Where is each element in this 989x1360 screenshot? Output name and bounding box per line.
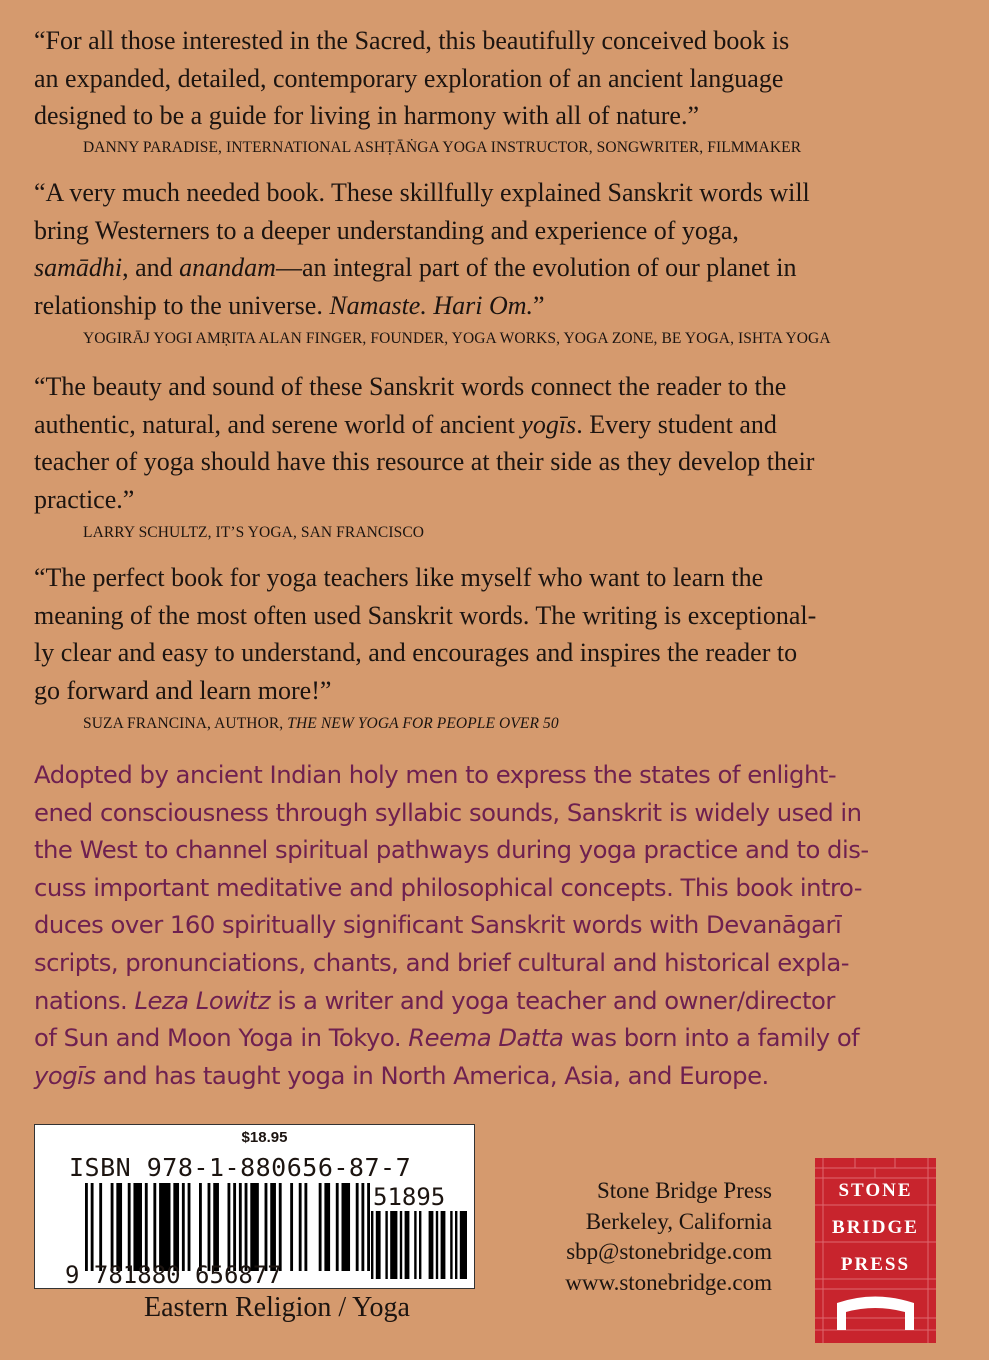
description-text: nations. [34, 985, 135, 1015]
attribution-text: SUZA FRANCINA, AUTHOR, [83, 715, 288, 732]
description-line: Adopted by ancient Indian holy men to express the states of enlight- [34, 760, 837, 789]
description-line: cuss important meditative and philosophical concepts. This book intro- [34, 872, 863, 902]
endorsement-quote-2 [34, 174, 810, 324]
description-line: ened consciousness through syllabic sounds, Sanskrit is widely used in [34, 797, 862, 827]
author-name: Leza Lowitz [134, 985, 271, 1015]
barcode-bar [208, 1183, 211, 1271]
barcode-bar [188, 1183, 191, 1271]
barcode-bar [390, 1211, 397, 1279]
description-text: was born into a family of [563, 1023, 860, 1053]
barcode-bar [91, 1183, 94, 1271]
quote-text: ” [533, 290, 545, 320]
price-addon-code: 51895 [373, 1183, 446, 1211]
barcode-bar [116, 1183, 122, 1271]
barcode-bar [400, 1211, 402, 1279]
quote-line: practice.” [34, 484, 135, 514]
publisher-location: Berkeley, California [585, 1208, 772, 1234]
barcode-bar [429, 1211, 434, 1279]
endorsement-attribution-1: DANNY PARADISE, INTERNATIONAL ASHṬĀṄGA YOGA INSTRUCTOR, SONGWRITER, FILMMAKER [83, 139, 802, 156]
author-name: Reema Datta [408, 1023, 564, 1053]
description-text: is a writer and yoga teacher and owner/director [270, 985, 835, 1015]
quote-line: ly clear and easy to understand, and encourages and inspires the reader to [34, 638, 798, 667]
quote-line: “The perfect book for yoga teachers like myself who want to learn the [34, 563, 764, 592]
italic-term: yogīs [34, 1060, 96, 1090]
barcode-bar [367, 1183, 370, 1271]
barcode-bar [213, 1183, 219, 1271]
barcode-bar [111, 1183, 114, 1271]
barcode-bar [460, 1211, 467, 1279]
barcode-bar [182, 1183, 185, 1271]
barcode-bar [385, 1211, 387, 1279]
quote-text: relationship to the universe. [34, 290, 330, 320]
italic-term: samādhi [34, 253, 123, 282]
barcode-bar [299, 1183, 302, 1271]
italic-term: anandam [179, 253, 276, 282]
italic-term: yogīs [521, 409, 577, 439]
quote-line: designed to be a guide for living in harmony with all of nature.” [34, 101, 699, 130]
barcode-bar [290, 1183, 293, 1271]
barcode-bar [145, 1183, 148, 1271]
barcode-bar [419, 1211, 421, 1279]
subject-category: Eastern Religion / Yoga [144, 1292, 410, 1323]
quote-line: “The beauty and sound of these Sanskrit words connect the reader to the [34, 372, 787, 401]
barcode-bar [239, 1183, 242, 1271]
barcode-bar [376, 1211, 381, 1279]
description-text: and has taught yoga in North America, Asia, and Europe. [95, 1060, 769, 1090]
quote-line: bring Westerners to a deeper understanding and experience of yoga, [34, 215, 739, 245]
barcode-bar [270, 1183, 276, 1271]
quote-line: teacher of yoga should have this resource at their side as they develop their [34, 447, 815, 476]
barcode-bar [153, 1183, 156, 1271]
barcode-bar [173, 1183, 179, 1271]
barcode-bar [342, 1183, 351, 1271]
publisher-website: www.stonebridge.com [565, 1269, 772, 1295]
barcode-bar [250, 1183, 259, 1271]
italic-term: Namaste. Hari Om. [329, 290, 533, 320]
quote-text: , and [122, 253, 180, 282]
book-description [34, 756, 939, 1094]
description-line: scripts, pronunciations, chants, and brief cultural and historical expla- [34, 947, 850, 977]
quote-line: “For all those interested in the Sacred, this beautifully conceived book is [34, 26, 790, 55]
barcode-bar [319, 1183, 322, 1271]
endorsement-quote-4 [34, 559, 816, 709]
barcode-bar [228, 1183, 231, 1271]
quote-text: . Every student and [576, 409, 777, 439]
barcode-bar [361, 1183, 364, 1271]
endorsement-attribution-4 [83, 714, 559, 734]
barcode-bar [371, 1211, 373, 1279]
logo-text: PRESS [840, 1254, 911, 1275]
publisher-name: Stone Bridge Press [596, 1178, 772, 1203]
endorsement-quote-3 [34, 368, 814, 518]
barcode-bar [450, 1211, 452, 1279]
addon-barcode [371, 1211, 471, 1279]
barcode-bar [441, 1211, 446, 1279]
description-text: of Sun and Moon Yoga in Tokyo. [34, 1023, 409, 1053]
logo-text: BRIDGE [832, 1217, 919, 1238]
barcode-bar [265, 1183, 268, 1271]
logo-text: STONE [838, 1180, 913, 1201]
barcode-bar [245, 1183, 248, 1271]
quote-line: go forward and learn more!” [34, 675, 332, 705]
quote-line: “A very much needed book. These skillfully explained Sanskrit words will [34, 178, 810, 207]
ean-barcode [85, 1183, 370, 1271]
isbn-text: ISBN 978-1-880656-87-7 [69, 1153, 412, 1182]
quote-line: an expanded, detailed, contemporary exploration of an ancient language [34, 63, 784, 93]
barcode-bar [336, 1183, 339, 1271]
barcode-bar [133, 1183, 142, 1271]
barcode-bar [233, 1183, 236, 1271]
quote-text: authentic, natural, and serene world of ancient [34, 409, 522, 439]
endorsement-quote-1 [34, 22, 789, 135]
book-title: THE NEW YOGA FOR PEOPLE OVER 50 [287, 715, 559, 732]
barcode-bar [304, 1183, 307, 1271]
publisher-email: sbp@stonebridge.com [566, 1239, 772, 1264]
quote-line: meaning of the most often used Sanskrit words. The writing is exceptional- [34, 600, 817, 630]
quote-text: —an integral part of the evolution of our planet in [275, 253, 797, 282]
barcode-bar [324, 1183, 330, 1271]
barcode-bar [356, 1183, 359, 1271]
barcode-bar [199, 1183, 202, 1271]
price: $18.95 [241, 1129, 288, 1146]
barcode-bar [405, 1211, 410, 1279]
barcode-bar [436, 1211, 438, 1279]
description-line: the West to channel spiritual pathways during yoga practice and to dis- [34, 835, 869, 865]
barcode-bar [279, 1183, 282, 1271]
description-line: duces over 160 spiritually significant Sanskrit words with Devanāgarī [34, 910, 842, 940]
barcode-bar [455, 1211, 457, 1279]
endorsement-attribution-3: LARRY SCHULTZ, IT’S YOGA, SAN FRANCISCO [83, 524, 425, 541]
barcode-bar [85, 1183, 88, 1271]
endorsement-attribution-2: YOGIRĀJ YOGI AMṚITA ALAN FINGER, FOUNDER, YOGA WORKS, YOGA ZONE, BE YOGA, ISHTA YOGA [83, 330, 831, 347]
ean-digits: 9 781880 656877 [65, 1261, 282, 1289]
barcode-bar [128, 1183, 131, 1271]
barcode-label [34, 1124, 475, 1289]
stone-bridge-press-logo [815, 1158, 936, 1343]
barcode-bar [159, 1183, 170, 1271]
barcode-bar [414, 1211, 416, 1279]
publisher-info [565, 1176, 772, 1298]
barcode-bar [99, 1183, 102, 1271]
